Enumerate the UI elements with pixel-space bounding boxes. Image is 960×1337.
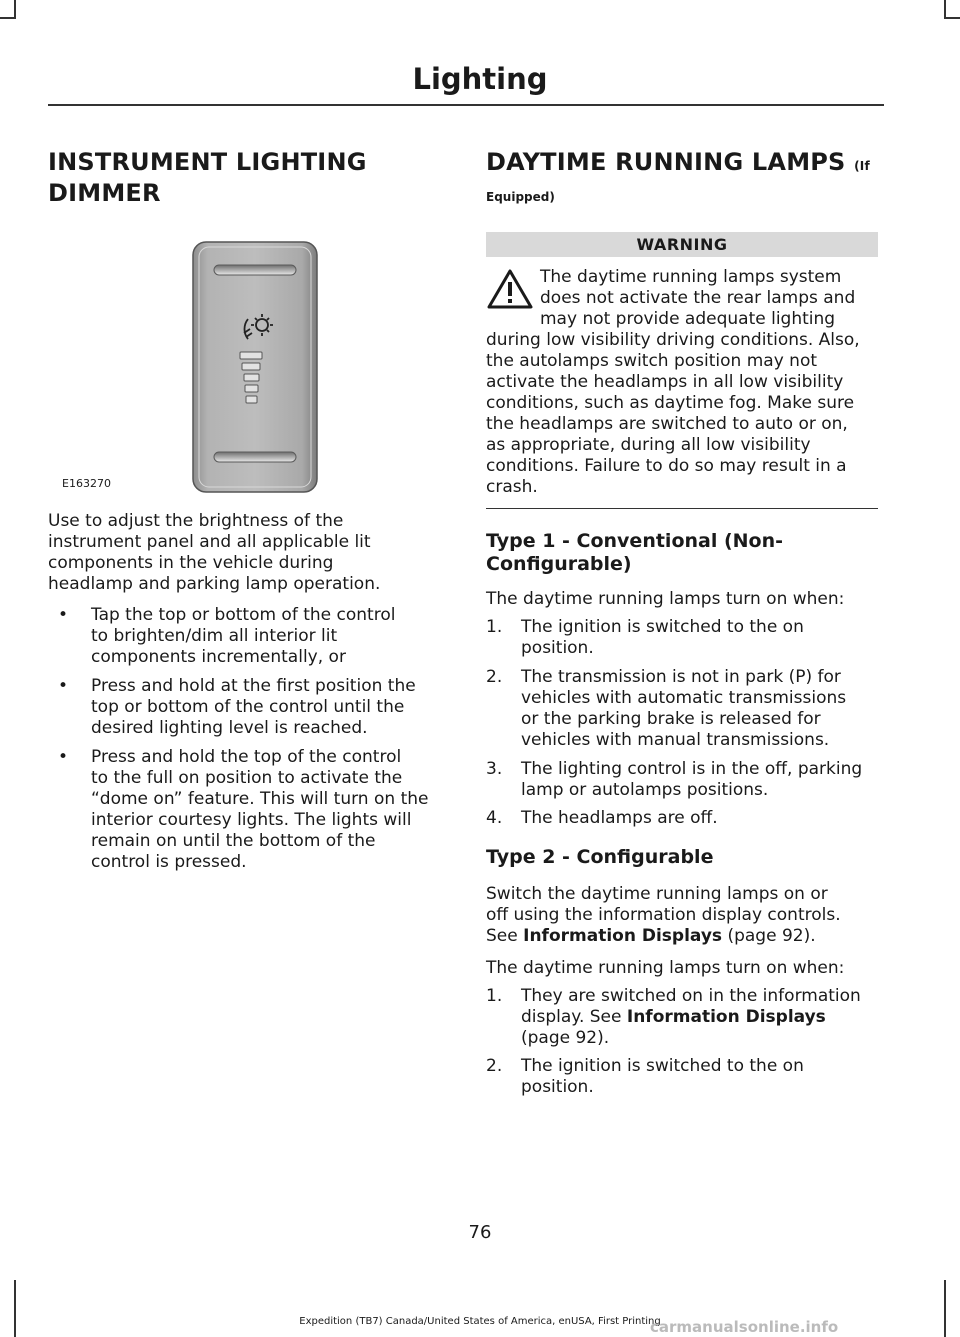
text-line: to brighten/dim all interior lit	[91, 626, 338, 646]
type2-heading: Type 2 - Configurable	[486, 846, 714, 868]
text-line: They are switched on in the information	[521, 986, 861, 1006]
crop-mark	[944, 1280, 946, 1337]
text-line: remain on until the bottom of the	[91, 831, 376, 851]
text-line: during low visibility driving conditions. Also,	[486, 330, 860, 350]
list-number: 1.	[486, 617, 503, 637]
text-line: The headlamps are off.	[521, 808, 718, 828]
text-line: The ignition is switched to the on	[521, 617, 804, 637]
warning-triangle-icon	[486, 268, 534, 310]
header-divider	[48, 104, 884, 106]
text-line: The ignition is switched to the on	[521, 1056, 804, 1076]
crop-mark	[944, 17, 960, 19]
heading-suffix: (If	[854, 159, 870, 173]
text-line: Configurable)	[486, 553, 632, 575]
text-line: off using the information display controls.	[486, 905, 841, 925]
text-line: Switch the daytime running lamps on or	[486, 884, 828, 904]
watermark: carmanualsonline.info	[650, 1318, 839, 1336]
text-line: instrument panel and all applicable lit	[48, 532, 371, 552]
heading-dimmer: DIMMER	[48, 179, 161, 207]
crop-mark	[14, 0, 16, 18]
list-text	[521, 667, 846, 751]
list-number: 3.	[486, 759, 503, 779]
see-text: display. See	[521, 1007, 622, 1027]
see-text: See	[486, 926, 518, 946]
list-text	[521, 617, 804, 659]
text-line: desired lighting level is reached.	[91, 718, 368, 738]
crop-mark	[0, 17, 16, 19]
section-title: Lighting	[412, 62, 548, 96]
text-line: or the parking brake is released for	[521, 709, 821, 729]
figure-code: E163270	[62, 477, 111, 490]
text-line: conditions. Failure to do so may result in a	[486, 456, 847, 476]
heading-instrument-lighting: INSTRUMENT LIGHTING	[48, 148, 367, 176]
dimmer-switch-illustration	[192, 241, 318, 493]
text-line: Tap the top or bottom of the control	[91, 605, 396, 625]
page-reference: (page 92).	[727, 926, 816, 946]
text-line: interior courtesy lights. The lights will	[91, 810, 412, 830]
text-line: Type 1 - Conventional (Non-	[486, 530, 784, 552]
crop-mark	[944, 0, 946, 18]
heading-main: DAYTIME RUNNING LAMPS	[486, 148, 846, 176]
text-line: top or bottom of the control until the	[91, 697, 405, 717]
list-text	[521, 759, 862, 801]
text-line: the headlamps are switched to auto or on,	[486, 414, 848, 434]
type2-paragraph	[486, 884, 886, 947]
warning-text	[486, 330, 886, 498]
text-line: The lighting control is in the off, parking	[521, 759, 863, 779]
text-line: to the full on position to activate the	[91, 768, 403, 788]
text-line: vehicles with manual transmissions.	[521, 730, 830, 750]
text-line: The daytime running lamps system	[540, 267, 842, 287]
list-text	[521, 1056, 804, 1098]
text-line: components incrementally, or	[91, 647, 346, 667]
type1-intro: The daytime running lamps turn on when:	[486, 589, 845, 609]
list-number: 2.	[486, 1056, 503, 1076]
list-number: 1.	[486, 986, 503, 1006]
list-text	[521, 808, 718, 829]
text-line	[521, 1007, 861, 1028]
text-line: position.	[521, 1077, 594, 1097]
bullet-marker: •	[58, 676, 69, 696]
bullet-marker: •	[58, 605, 69, 625]
text-line: components in the vehicle during	[48, 553, 334, 573]
publication-footer: Expedition (TB7) Canada/United States of America, enUSA, First Printing	[299, 1316, 661, 1327]
text-line: may not provide adequate lighting	[540, 309, 836, 329]
warning-text-indented	[540, 267, 880, 330]
crop-mark	[14, 1280, 16, 1337]
type1-heading	[486, 530, 783, 576]
text-line: control is pressed.	[91, 852, 247, 872]
text-line: headlamp and parking lamp operation.	[48, 574, 381, 594]
text-line: Press and hold at the first position the	[91, 676, 416, 696]
warning-label: WARNING	[486, 232, 878, 257]
text-line: does not activate the rear lamps and	[540, 288, 856, 308]
text-line: Press and hold the top of the control	[91, 747, 402, 767]
warning-divider	[486, 508, 878, 509]
list-number: 4.	[486, 808, 503, 828]
list-number: 2.	[486, 667, 503, 687]
cross-reference-link[interactable]: Information Displays	[523, 926, 723, 946]
text-line: conditions, such as daytime fog. Make sure	[486, 393, 855, 413]
text-line	[486, 926, 886, 947]
list-text	[521, 986, 861, 1049]
text-line: crash.	[486, 477, 538, 497]
text-line: lamp or autolamps positions.	[521, 780, 769, 800]
text-line: Use to adjust the brightness of the	[48, 511, 344, 531]
intro-paragraph	[48, 511, 380, 595]
text-line: (page 92).	[521, 1028, 610, 1048]
heading-equipped: Equipped)	[486, 190, 555, 204]
text-line: the autolamps switch position may not	[486, 351, 818, 371]
text-line: vehicles with automatic transmissions	[521, 688, 847, 708]
text-line: The transmission is not in park (P) for	[521, 667, 841, 687]
text-line: “dome on” feature. This will turn on the	[91, 789, 429, 809]
cross-reference-link[interactable]: Information Displays	[626, 1007, 826, 1027]
bullet-text	[91, 747, 428, 873]
bullet-text	[91, 676, 416, 739]
page-number: 76	[468, 1222, 492, 1243]
bullet-text	[91, 605, 395, 668]
text-line: activate the headlamps in all low visibility	[486, 372, 844, 392]
text-line: as appropriate, during all low visibility	[486, 435, 811, 455]
type2-intro: The daytime running lamps turn on when:	[486, 958, 845, 978]
bullet-marker: •	[58, 747, 69, 767]
heading-daytime-running-lamps	[486, 147, 870, 181]
text-line: position.	[521, 638, 594, 658]
